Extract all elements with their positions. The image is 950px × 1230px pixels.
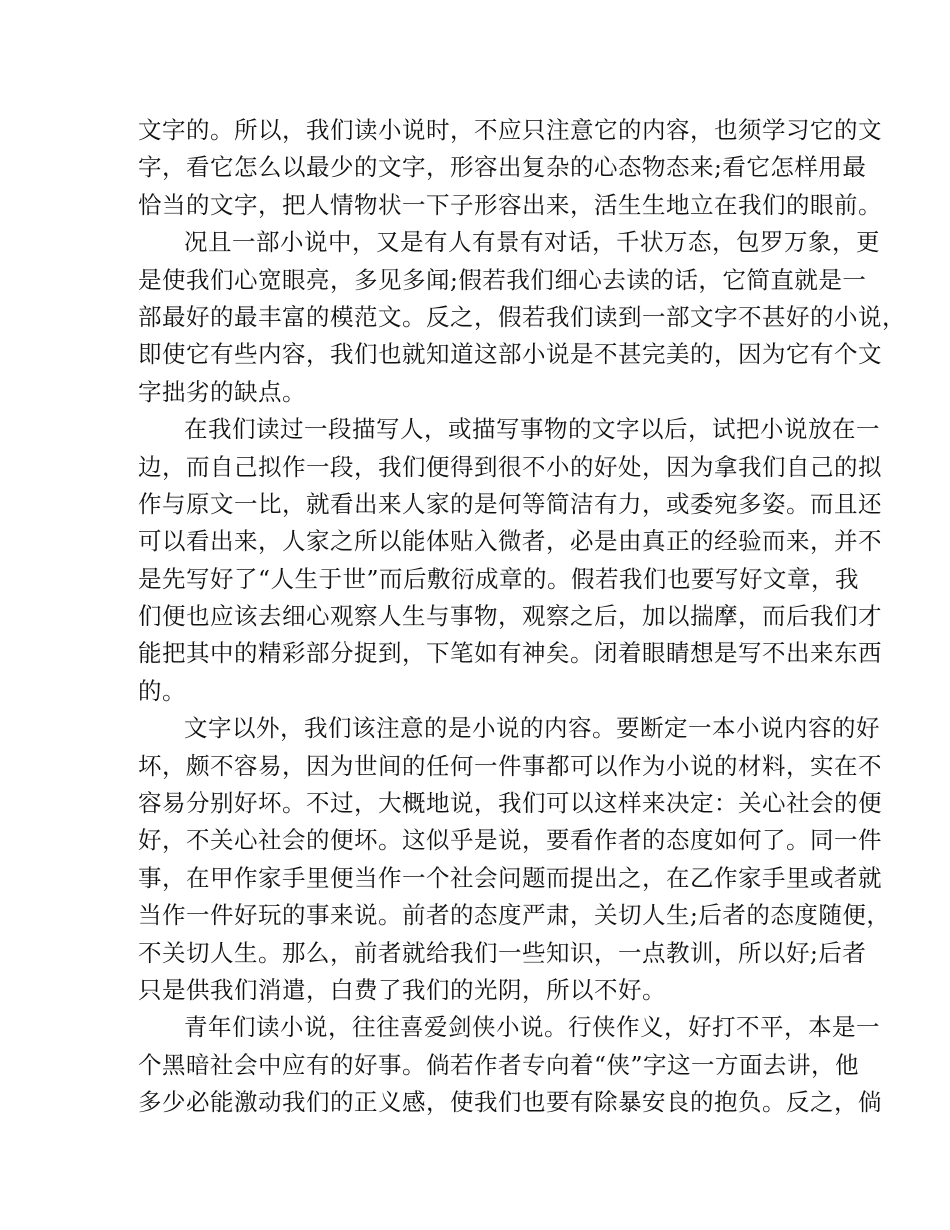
text-line: 不关切人生。那么，前者就给我们一些知识，一点教训，所以好;后者 — [138, 938, 867, 967]
text-line: 多少必能激动我们的正义感，使我们也要有除暴安良的抱负。反之，倘 — [138, 1088, 882, 1117]
text-line: 只是供我们消遣，白费了我们的光阴，所以不好。 — [138, 975, 666, 1004]
paragraph-2 — [138, 224, 906, 411]
text-line: 况且一部小说中，又是有人有景有对话，千状万态，包罗万象，更 — [184, 228, 880, 257]
text-line: 作与原文一比，就看出来人家的是何等简洁有力，或委宛多姿。而且还 — [138, 489, 882, 518]
text-line: 事，在甲作家手里便当作一个社会问题而提出之，在乙作家手里或者就 — [138, 863, 882, 892]
text-line: 容易分别好坏。不过，大概地说，我们可以这样来决定：关心社会的便 — [138, 789, 882, 818]
text-line: 青年们读小说，往往喜爱剑侠小说。行侠作义，好打不平，本是一 — [184, 1013, 880, 1042]
text-line: 坏，颇不容易，因为世间的任何一件事都可以作为小说的材料，实在不 — [138, 751, 882, 780]
paragraph-5 — [138, 1009, 882, 1121]
text-line: 个黑暗社会中应有的好事。倘若作者专向着“侠”字这一方面去讲，他 — [138, 1050, 860, 1079]
text-line: 可以看出来，人家之所以能体贴入微者，必是由真正的经验而来，并不 — [138, 527, 882, 556]
text-line: 字，看它怎么以最少的文字，形容出复杂的心态物态来;看它怎样用最 — [138, 153, 867, 182]
text-line: 当作一件好玩的事来说。前者的态度严肃，关切人生;后者的态度随便， — [138, 901, 891, 930]
text-line: 部最好的最丰富的模范文。反之，假若我们读到一部文字不甚好的小说， — [138, 302, 906, 331]
text-line: 的。 — [138, 676, 186, 705]
text-line: 字拙劣的缺点。 — [138, 377, 306, 406]
text-line: 好，不关心社会的便坏。这似乎是说，要看作者的态度如何了。同一件 — [138, 826, 882, 855]
text-line: 文字的。所以，我们读小说时，不应只注意它的内容，也须学习它的文 — [138, 116, 882, 144]
text-line: 文字以外，我们该注意的是小说的内容。要断定一本小说内容的好 — [184, 714, 880, 743]
text-line: 能把其中的精彩部分捉到，下笔如有神矣。闭着眼睛想是写不出来东西 — [138, 639, 882, 668]
text-line: 即使它有些内容，我们也就知道这部小说是不甚完美的，因为它有个文 — [138, 340, 882, 369]
text-line: 在我们读过一段描写人，或描写事物的文字以后，试把小说放在一 — [184, 415, 880, 444]
text-line: 边，而自己拟作一段，我们便得到很不小的好处，因为拿我们自己的拟 — [138, 452, 882, 481]
text-line: 恰当的文字，把人情物状一下子形容出来，活生生地立在我们的眼前。 — [138, 190, 882, 219]
text-line: 是先写好了“人生于世”而后敷衍成章的。假若我们也要写好文章，我 — [138, 564, 860, 593]
text-line: 是使我们心宽眼亮，多见多闻;假若我们细心去读的话，它简直就是一 — [138, 265, 867, 294]
text-line: 们便也应该去细心观察人生与事物，观察之后，加以揣摩，而后我们才 — [138, 602, 882, 631]
paragraph-1 — [138, 112, 882, 224]
paragraph-4 — [138, 710, 891, 1009]
document-body — [138, 112, 906, 1122]
paragraph-3 — [138, 411, 882, 710]
